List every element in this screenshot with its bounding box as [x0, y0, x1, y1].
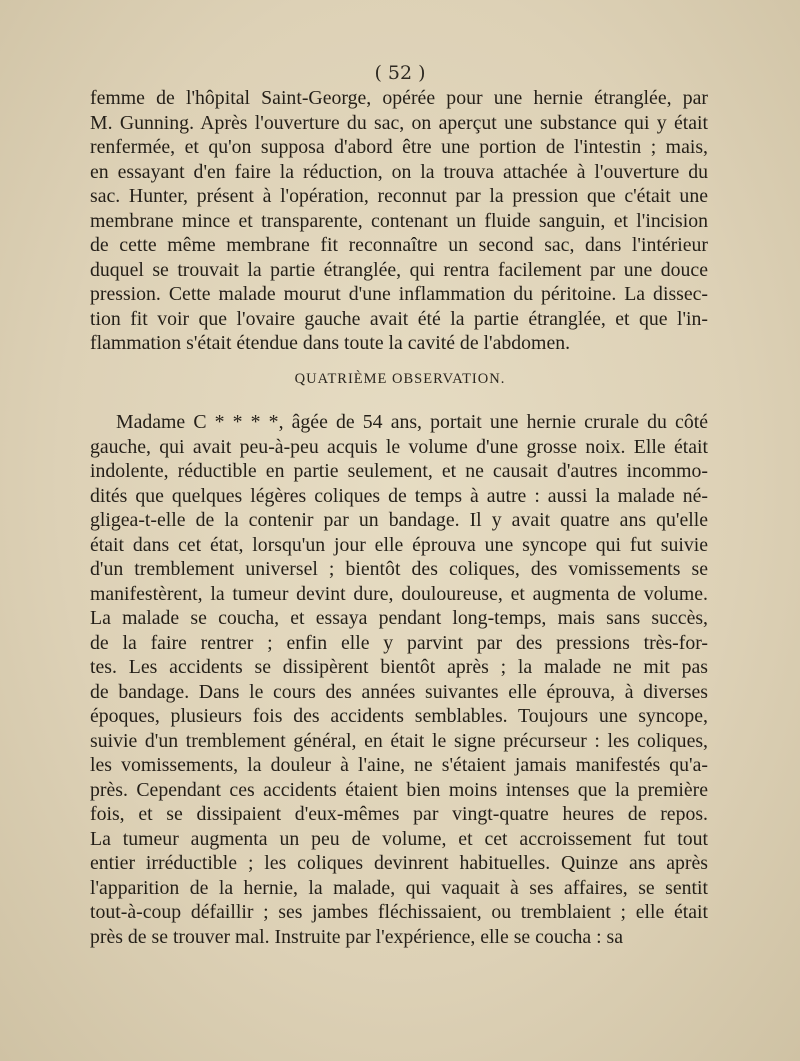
text-line: sac. Hunter, présent à l'opération, reconnut par la pression que c'était une [90, 185, 708, 207]
text-line: M. Gunning. Après l'ouverture du sac, on aperçut une substance qui y était [90, 111, 708, 134]
text-line: près. Cependant ces accidents étaient bien moins intenses que la première [90, 778, 708, 801]
text-line: près de se trouver mal. Instruite par l'expérience, elle se coucha : sa [90, 925, 624, 948]
text-line: était dans cet état, lorsqu'un jour elle éprouva une syncope qui fut suivie [90, 533, 708, 556]
page-number: ( 52 ) [374, 62, 426, 84]
text-line: de bandage. Dans le cours des années suivantes elle éprouva, à diverses [90, 680, 708, 703]
text-line: fois, et se dissipaient d'eux-mêmes par vingt-quatre heures de repos. [90, 803, 708, 825]
text-line: suivie d'un tremblement général, en était le signe précurseur : les coliques, [90, 729, 708, 752]
text-line: renfermée, et qu'on supposa d'abord être une portion de l'intestin ; mais, [90, 136, 708, 158]
text-line: duquel se trouvait la partie étranglée, qui rentra facilement par une douce [90, 258, 708, 281]
text-line: de la faire rentrer ; enfin elle y parvint par des pressions très-for- [90, 631, 708, 654]
paragraph-2 [90, 410, 708, 949]
text-line: membrane mince et transparente, contenant un fluide sanguin, et l'incision [90, 209, 708, 232]
text-line: de cette même membrane fit reconnaître un second sac, dans l'intérieur [90, 234, 708, 256]
text-line: Madame C * * * *, âgée de 54 ans, portait une hernie crurale du côté [116, 411, 708, 433]
text-line: tion fit voir que l'ovaire gauche avait été la partie étranglée, et que l'in- [90, 307, 708, 330]
text-line: manifestèrent, la tumeur devint dure, douloureuse, et augmenta de volume. [90, 582, 708, 605]
text-line: femme de l'hôpital Saint-George, opérée pour une hernie étranglée, par [90, 87, 708, 109]
text-line: gauche, qui avait peu-à-peu acquis le volume d'une grosse noix. Elle était [90, 435, 708, 458]
text-line: La malade se coucha, et essaya pendant long-temps, mais sans succès, [90, 607, 708, 629]
text-line: tout-à-coup défaillir ; ses jambes fléchissaient, ou tremblaient ; elle était [90, 901, 708, 923]
text-line: les vomissements, la douleur à l'aine, ne s'étaient jamais manifestés qu'a- [90, 754, 708, 776]
text-line: pression. Cette malade mourut d'une inflammation du péritoine. La dissec- [90, 283, 708, 305]
text-line: indolente, réductible en partie seulement, et ne causait d'autres incommo- [90, 460, 708, 482]
section-heading: QUATRIÈME OBSERVATION. [294, 371, 506, 387]
text-line: La tumeur augmenta un peu de volume, et cet accroissement fut tout [90, 827, 708, 850]
text-line: entier irréductible ; les coliques devinrent habituelles. Quinze ans après [90, 852, 708, 874]
text-line: en essayant d'en faire la réduction, on la trouva attachée à l'ouverture du [90, 160, 708, 183]
text-line: d'un tremblement universel ; bientôt des coliques, des vomissements se [90, 558, 708, 580]
paragraph-1 [90, 86, 708, 356]
text-line: flammation s'était étendue dans toute la cavité de l'abdomen. [90, 332, 571, 354]
text-line: tes. Les accidents se dissipèrent bientôt après ; la malade ne mit pas [90, 656, 708, 678]
text-line: l'apparition de la hernie, la malade, qui vaquait à ses affaires, se sentit [90, 876, 708, 899]
text-line: époques, plusieurs fois des accidents semblables. Toujours une syncope, [90, 705, 708, 727]
text-line: gligea-t-elle de la contenir par un bandage. Il y avait quatre ans qu'elle [90, 509, 708, 531]
text-line: dités que quelques légères coliques de temps à autre : aussi la malade né- [90, 484, 708, 507]
